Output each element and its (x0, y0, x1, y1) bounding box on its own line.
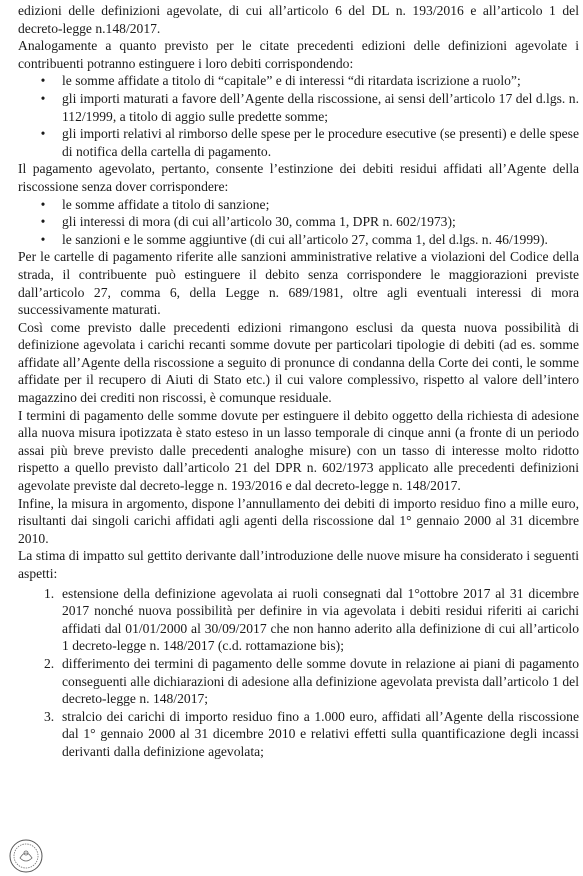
paragraph-esclusioni: Così come previsto dalle precedenti edizioni rimangono esclusi da questa nuova possibilità di definizione agevolata i carichi recanti somme dovute per particolari tipologie di debiti (ad es. somme affidate all’Agente della riscossione a seguito di pronunce di condanna della Corte dei conti, le somme affidate per il recupero di Aiuti di Stato etc.) il cui valore complessivo, rispetto al valore dell’intero magazzino dei crediti non riscossi, è comunque residuale. (18, 319, 579, 406)
paragraph-stima-impatto: La stima di impatto sul gettito derivante dall’introduzione delle nuove misure ha considerato i seguenti aspetti: (18, 548, 579, 581)
bullet-icon: • (40, 196, 46, 212)
list-corrispondendo (18, 72, 579, 160)
list-aspetti (18, 585, 579, 761)
bullet-icon: • (40, 73, 46, 89)
paragraph-codice-strada: Per le cartelle di pagamento riferite alle sanzioni amministrative relative a violazioni del Codice della strada, il contribuente può estinguere il debito senza corrispondere le maggiorazioni previste dall’articolo 27, comma 6, della Legge n. 689/1981, oltre agli eventuali interessi di mora successivamente maturati. (18, 249, 579, 318)
paragraph-termini-pagamento: I termini di pagamento delle somme dovute per estinguere il debito oggetto della richiesta di adesione alla nuova misura ipotizzata è stato esteso in un lasso temporale di cinque anni (a fronte di un periodo assai più breve previsto dalle precedenti analoghe misure) con un tasso di interesse molto ridotto rispetto a quello previsto dall’articolo 21 del DPR n. 602/1973 applicato alle precedenti definizioni agevolate previste dal decreto-legge n. 193/2016 e dal decreto-legge n. 148/2017. (18, 407, 579, 494)
list-item: • gli importi relativi al rimborso delle spese per le procedure esecutive (se presenti) e delle spese di notifica della cartella di pagamento. (18, 125, 579, 160)
list-item: • le sanzioni e le somme aggiuntive (di cui all’articolo 27, comma 1, del d.lgs. n. 46/1999). (18, 231, 579, 249)
paragraph-analogamente: Analogamente a quanto previsto per le citate precedenti edizioni delle definizioni agevolate i contribuenti potranno estinguere i loro debiti corrispondendo: (18, 38, 579, 71)
list-item: 3. stralcio dei carichi di importo residuo fino a 1.000 euro, affidati all’Agente della riscossione dal 1° gennaio 2000 al 31 dicembre 2010 e relativi effetti sulla quantificazione degli incassi derivanti dalla definizione agevolata; (44, 708, 579, 759)
list-item: • le somme affidate a titolo di “capitale” e di interessi “di ritardata iscrizione a ruolo”; (18, 72, 579, 90)
bullet-icon: • (40, 126, 46, 142)
list-item: • gli interessi di mora (di cui all’articolo 30, comma 1, DPR n. 602/1973); (18, 213, 579, 231)
list-item: 1. estensione della definizione agevolata ai ruoli consegnati dal 1°ottobre 2017 al 31 dicembre 2017 nonché nuova possibilità per definire in via agevolata i debiti residui riferiti ai carichi affidati dal 01/01/2000 al 30/09/2017 che non hanno aderito alla definizione di cui all’articolo 1 decreto-legge n. 148/2017 (c.d. rottamazione bis); (44, 585, 579, 654)
list-item: 2. differimento dei termini di pagamento delle somme dovute in relazione ai piani di pagamento conseguenti alle dichiarazioni di adesione alla definizione agevolata prevista dall’articolo 1 del decreto-legge n. 148/2017; (44, 655, 579, 707)
official-seal-stamp (8, 838, 44, 874)
bullet-icon: • (40, 90, 46, 106)
list-senza-corrispondere (18, 196, 579, 249)
bullet-icon: • (40, 231, 46, 247)
bullet-icon: • (40, 214, 46, 230)
paragraph-pagamento-agevolato: Il pagamento agevolato, pertanto, consente l’estinzione dei debiti residui affidati all’Agente della riscossione senza dover corrispondere: (18, 161, 579, 194)
paragraph-annullamento: Infine, la misura in argomento, dispone l’annullamento dei debiti di importo residuo fino a mille euro, risultanti dai singoli carichi affidati agli agenti della riscossione dal 1° gennaio 2000 al 31 dicembre 2010. (18, 495, 579, 546)
list-item: • le somme affidate a titolo di sanzione; (18, 196, 579, 214)
paragraph-intro-continuation: edizioni delle definizioni agevolate, di cui all’articolo 6 del DL n. 193/2016 e all’articolo 1 del decreto-legge n.148/2017. (18, 3, 579, 36)
list-item: • gli importi maturati a favore dell’Agente della riscossione, ai sensi dell’articolo 17 del d.lgs. n. 112/1999, a titolo di aggio sulle predette somme; (18, 90, 579, 125)
